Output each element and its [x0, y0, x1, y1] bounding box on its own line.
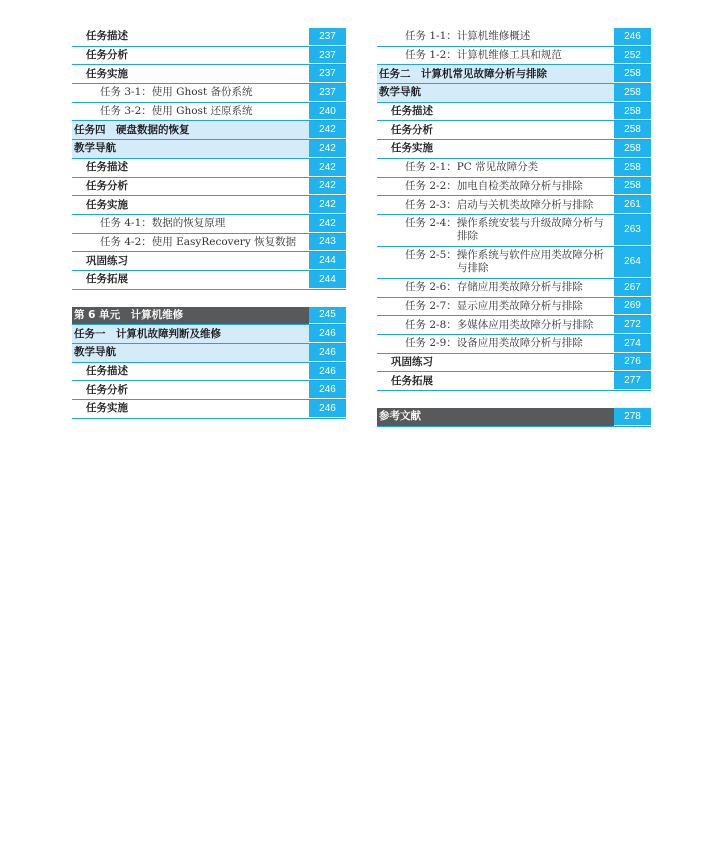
toc-page-number: 274 [614, 335, 651, 352]
section-gap [377, 391, 651, 408]
toc-entry-title: 任务分析 [391, 123, 433, 136]
toc-page-number: 242 [309, 159, 346, 176]
toc-entry-title-line1: 任务 2-4：操作系统安装与升级故障分析与 [405, 217, 604, 230]
toc-entry-title: 任务 4-1：数据的恢复原理 [100, 217, 226, 230]
toc-page-number: 267 [614, 279, 651, 296]
toc-section-heading[interactable] [72, 325, 346, 344]
toc-entry-title: 任务实施 [391, 142, 433, 155]
toc-entry[interactable] [72, 28, 346, 47]
toc-page-number: 258 [614, 121, 651, 138]
toc-entry[interactable] [377, 279, 651, 298]
toc-page-number: 240 [309, 103, 346, 120]
toc-entry-title: 巩固练习 [86, 254, 128, 267]
section-gap [72, 290, 346, 307]
toc-section-heading[interactable] [377, 65, 651, 84]
toc-entry-title: 教学导航 [72, 344, 309, 362]
toc-entry[interactable] [72, 252, 346, 271]
toc-page-number: 242 [309, 140, 346, 157]
toc-entry-title: 教学导航 [377, 84, 614, 102]
toc-section-heading[interactable] [72, 121, 346, 140]
toc-entry[interactable] [377, 298, 651, 317]
toc-page-number: 258 [614, 65, 651, 82]
toc-entry-title: 任务二 计算机常见故障分析与排除 [377, 65, 614, 83]
toc-page-number: 277 [614, 372, 651, 389]
toc-entry[interactable] [377, 372, 651, 391]
toc-entry[interactable] [377, 140, 651, 159]
toc-entry[interactable] [72, 363, 346, 382]
toc-page-number: 242 [309, 196, 346, 213]
toc-entry[interactable] [72, 215, 346, 234]
toc-page-number: 258 [614, 178, 651, 195]
toc-page-number: 246 [309, 381, 346, 398]
toc-entry-title-line2: 与排除 [457, 262, 489, 275]
toc-section-heading[interactable] [72, 140, 346, 159]
toc-page-number: 244 [309, 271, 346, 288]
toc-entry[interactable] [72, 234, 346, 253]
toc-entry[interactable] [377, 28, 651, 47]
toc-section-heading[interactable] [377, 84, 651, 103]
toc-page-number: 242 [309, 121, 346, 138]
toc-entry-title: 任务拓展 [86, 273, 128, 286]
toc-entry[interactable] [377, 47, 651, 66]
toc-page-number: 269 [614, 298, 651, 315]
toc-entry[interactable] [377, 354, 651, 373]
toc-entry-title: 任务描述 [391, 105, 433, 118]
toc-entry[interactable] [377, 121, 651, 140]
toc-entry-title: 任务 2-6：存储应用类故障分析与排除 [405, 281, 583, 294]
toc-page-number: 243 [309, 234, 346, 251]
toc-entry-title: 任务描述 [86, 161, 128, 174]
toc-page-number: 258 [614, 159, 651, 176]
toc-right-column [377, 28, 651, 427]
toc-entry[interactable] [72, 84, 346, 103]
toc-entry-title: 任务 2-8：多媒体应用类故障分析与排除 [405, 318, 594, 331]
toc-entry-title: 任务 2-7：显示应用类故障分析与排除 [405, 299, 583, 312]
toc-entry-title: 任务 3-2：使用 Ghost 还原系统 [100, 105, 253, 118]
toc-page-number: 246 [309, 363, 346, 380]
toc-entry-title-line1: 任务 2-5：操作系统与软件应用类故障分析 [405, 249, 604, 262]
toc-entry-title: 任务分析 [86, 49, 128, 62]
toc-entry[interactable] [377, 103, 651, 122]
toc-entry[interactable] [377, 159, 651, 178]
toc-entry-title: 任务描述 [86, 30, 128, 43]
toc-entry[interactable] [72, 271, 346, 290]
toc-page-number: 258 [614, 140, 651, 157]
toc-page-number: 252 [614, 47, 651, 64]
toc-page-number: 237 [309, 65, 346, 82]
toc-unit-heading[interactable] [72, 307, 346, 326]
toc-entry-title: 任务实施 [86, 198, 128, 211]
toc-entry-title: 任务实施 [86, 402, 128, 415]
toc-entry-title: 任务一 计算机故障判断及维修 [72, 325, 309, 343]
toc-entry-title: 教学导航 [72, 140, 309, 158]
toc-page-number: 261 [614, 196, 651, 213]
toc-entry-title: 任务实施 [86, 67, 128, 80]
toc-entry[interactable] [377, 215, 651, 247]
toc-page-number: 258 [614, 84, 651, 101]
toc-entry-title: 巩固练习 [391, 355, 433, 368]
toc-entry[interactable] [72, 400, 346, 419]
toc-entry-title: 任务四 硬盘数据的恢复 [72, 121, 309, 139]
toc-page-number: 244 [309, 252, 346, 269]
toc-entry[interactable] [72, 178, 346, 197]
toc-page-number: 278 [614, 408, 651, 425]
toc-entry[interactable] [377, 178, 651, 197]
toc-entry-title: 任务 2-2：加电自检类故障分析与排除 [405, 179, 583, 192]
toc-page-number: 246 [309, 344, 346, 361]
toc-page-number: 242 [309, 178, 346, 195]
toc-page-number: 246 [309, 325, 346, 342]
toc-entry[interactable] [377, 196, 651, 215]
toc-entry-title: 第 6 单元 计算机维修 [72, 307, 309, 325]
toc-entry-title-line2: 排除 [457, 230, 478, 243]
toc-entry-title [377, 247, 614, 278]
toc-entry-title: 任务 1-2：计算机维修工具和规范 [405, 49, 562, 62]
toc-entry[interactable] [72, 159, 346, 178]
toc-entry-title: 任务分析 [86, 179, 128, 192]
toc-entry-title: 任务 1-1：计算机维修概述 [405, 30, 531, 43]
toc-page-number: 264 [614, 247, 651, 277]
toc-entry-title: 任务 2-3：启动与关机类故障分析与排除 [405, 198, 594, 211]
toc-entry-title: 任务描述 [86, 365, 128, 378]
toc-page-number: 263 [614, 215, 651, 245]
toc-page-number: 272 [614, 316, 651, 333]
toc-entry[interactable] [72, 47, 346, 66]
toc-entry[interactable] [377, 316, 651, 335]
toc-entry-title: 参考文献 [377, 408, 614, 426]
toc-entry[interactable] [377, 335, 651, 354]
toc-page-number: 242 [309, 215, 346, 232]
toc-entry-title: 任务 2-1：PC 常见故障分类 [405, 161, 539, 174]
toc-page-number: 245 [309, 307, 346, 324]
toc-unit-heading[interactable] [377, 408, 651, 427]
toc-entry-title [377, 215, 614, 246]
toc-page-number: 246 [614, 28, 651, 45]
toc-page-number: 258 [614, 103, 651, 120]
toc-entry[interactable] [72, 381, 346, 400]
toc-entry[interactable] [72, 65, 346, 84]
toc-page-number: 237 [309, 84, 346, 101]
toc-page-number: 246 [309, 400, 346, 417]
toc-entry-title: 任务 4-2：使用 EasyRecovery 恢复数据 [100, 235, 297, 248]
toc-entry[interactable] [377, 247, 651, 279]
toc-entry[interactable] [72, 196, 346, 215]
toc-entry-title: 任务拓展 [391, 374, 433, 387]
toc-page-number: 237 [309, 47, 346, 64]
toc-entry[interactable] [72, 103, 346, 122]
toc-left-column [72, 28, 346, 419]
toc-page-number: 237 [309, 28, 346, 45]
toc-section-heading[interactable] [72, 344, 346, 363]
toc-page-number: 276 [614, 354, 651, 371]
toc-entry-title: 任务 2-9：设备应用类故障分析与排除 [405, 337, 583, 350]
toc-entry-title: 任务 3-1：使用 Ghost 备份系统 [100, 86, 253, 99]
toc-entry-title: 任务分析 [86, 383, 128, 396]
